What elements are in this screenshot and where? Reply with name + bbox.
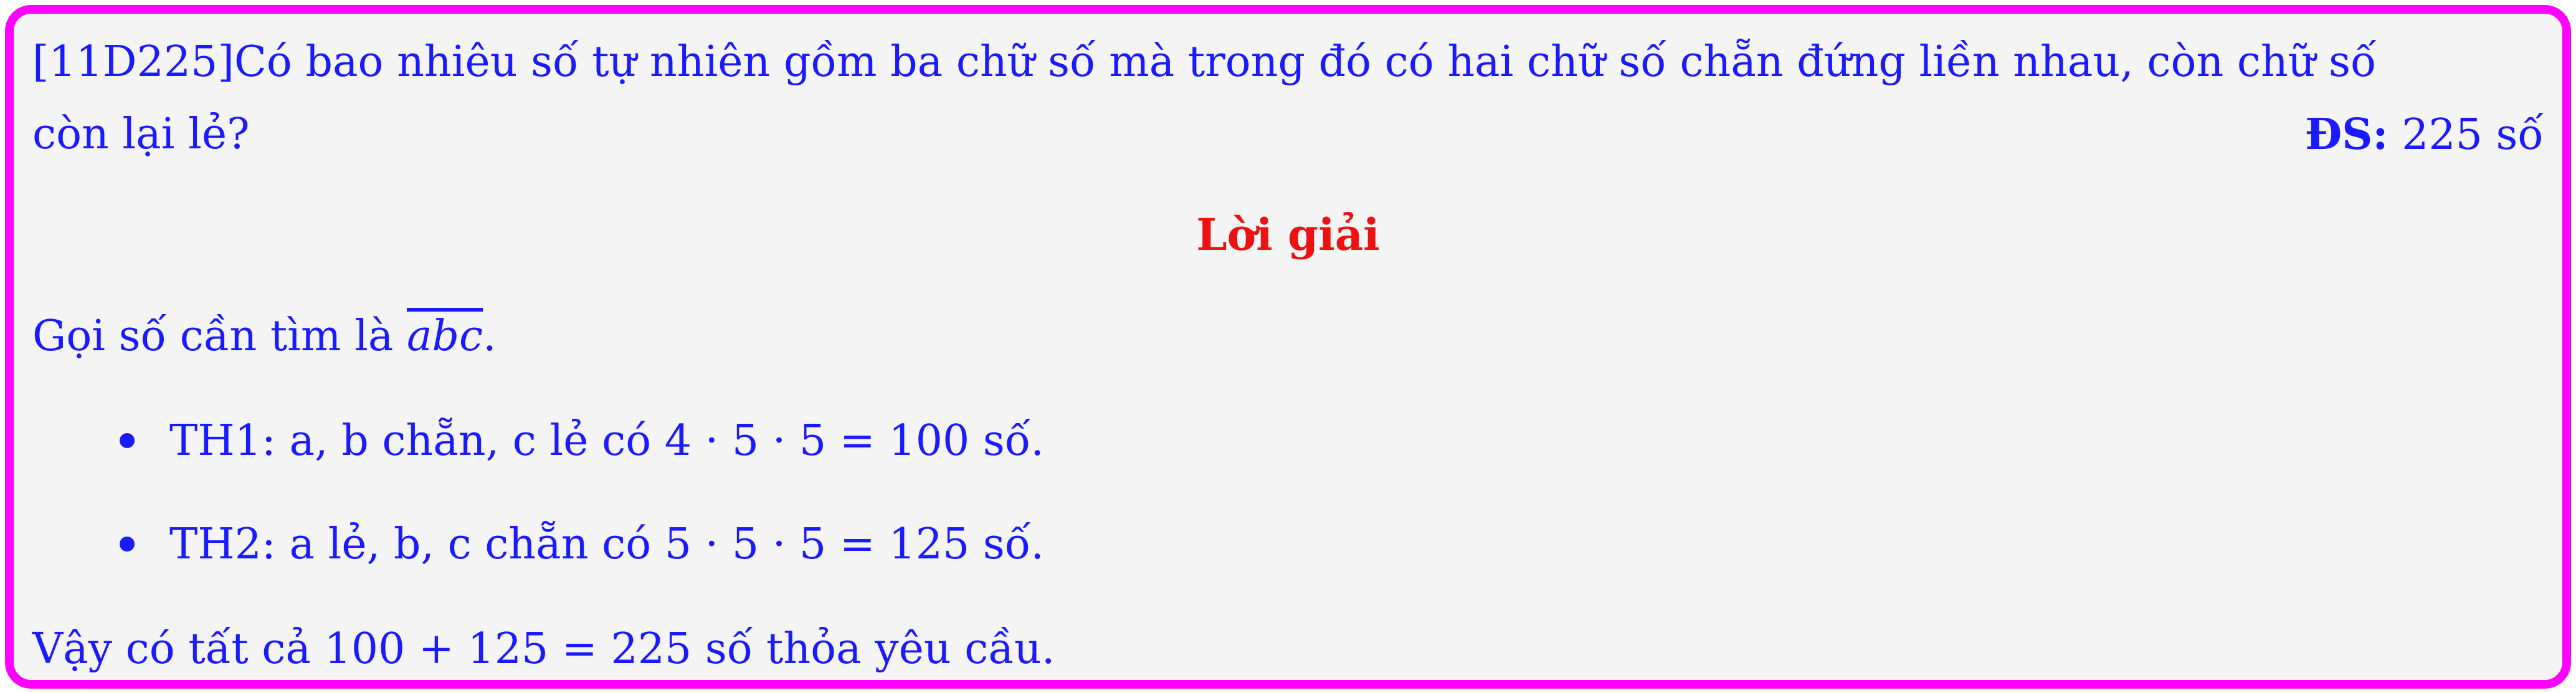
answer-value: 225 số bbox=[2402, 110, 2544, 160]
case-text-2: TH2: a lẻ, b, c chẵn có 5 · 5 · 5 = 125 số. bbox=[169, 520, 1044, 569]
bullet-icon bbox=[120, 537, 135, 552]
problem-text-line1: Có bao nhiêu số tự nhiên gồm ba chữ số mà trong đó có hai chữ số chẵn đứng liền nhau, còn chữ số bbox=[234, 37, 2377, 87]
problem-box bbox=[5, 5, 2571, 689]
answer bbox=[2305, 110, 2544, 160]
intro-prefix: Gọi số cần tìm là bbox=[32, 312, 407, 361]
problem-code: [11D225] bbox=[32, 37, 234, 87]
problem-statement bbox=[32, 37, 2377, 87]
problem-line-2 bbox=[32, 110, 2544, 160]
intro-variable: $\overline{abc}$ bbox=[406, 312, 483, 361]
problem-text-line2: còn lại lẻ? bbox=[32, 110, 250, 159]
solution-title: Lời giải bbox=[1196, 209, 1380, 260]
problem-line-1 bbox=[32, 37, 2544, 87]
answer-label: ĐS: bbox=[2304, 110, 2388, 160]
solution-conclusion: Vậy có tất cả 100 + 125 = 225 số thỏa yêu cầu. bbox=[32, 624, 1055, 674]
case-text-1: TH1: a, b chẵn, c lẻ có 4 · 5 · 5 = 100 số. bbox=[169, 416, 1044, 466]
intro-suffix: . bbox=[483, 312, 497, 361]
solution-intro bbox=[32, 312, 2544, 361]
bullet-icon bbox=[120, 433, 135, 448]
case-item-1 bbox=[120, 416, 1044, 466]
case-item-2 bbox=[120, 520, 1044, 570]
